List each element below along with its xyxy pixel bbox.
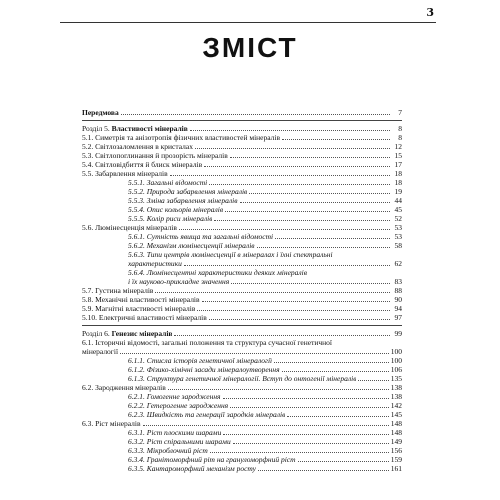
page-number: 3 — [426, 6, 434, 19]
toc-entry-label — [82, 347, 118, 356]
chapter-prefix: Розділ 5. — [82, 124, 112, 133]
toc-entry — [82, 286, 402, 295]
toc-page-number: 90 — [394, 295, 402, 304]
header-rule — [60, 22, 436, 23]
toc-entry-label — [128, 259, 182, 268]
section-divider — [82, 325, 402, 326]
toc-dot-leader — [120, 353, 389, 354]
toc-entry-text: 5.5.4. Опис кольорів мінералів — [128, 205, 224, 214]
toc-entry — [82, 277, 402, 286]
toc-dot-leader — [258, 470, 389, 471]
toc-dot-leader — [209, 319, 390, 320]
toc-entry-label — [82, 313, 207, 322]
toc-entry-label — [128, 464, 256, 473]
toc-page-number: 17 — [394, 160, 402, 169]
page-title: ЗМІСТ — [202, 32, 298, 63]
toc-dot-leader — [204, 166, 390, 167]
toc-entry — [82, 160, 402, 169]
toc-page-number: 53 — [394, 223, 402, 232]
toc-entry-text: Передмова — [82, 108, 119, 117]
toc-dot-leader — [202, 301, 390, 302]
toc-page-number: 145 — [390, 410, 402, 419]
toc-entry — [82, 437, 402, 446]
toc-entry-label — [128, 437, 231, 446]
toc-page-number: 159 — [390, 455, 402, 464]
toc-entry-label — [128, 356, 272, 365]
toc-page-number: 19 — [394, 187, 402, 196]
toc-entry-label — [128, 410, 285, 419]
toc-entry-first-line: 5.6.3. Типи центрів люмінесценції в мінералах і їхні спектральні — [128, 250, 333, 259]
toc-page-number: 88 — [394, 286, 402, 295]
toc-entry-text: 6.2.3. Швидкість та генерації зародків мінералів — [128, 410, 286, 419]
toc-entry — [82, 365, 402, 374]
toc-entry-text: 6.1.3. Структура генетичної мінералогії. Вступ до онтогенії мінералів — [128, 374, 357, 383]
toc-page-number: 106 — [390, 365, 402, 374]
toc-entry-label — [82, 286, 153, 295]
toc-entry — [82, 419, 402, 428]
toc-dot-leader — [195, 148, 390, 149]
toc-entry — [82, 108, 402, 117]
toc-entry-text: 5.10. Електричні властивості мінералів — [82, 313, 207, 322]
toc-entry — [82, 464, 402, 473]
toc-entry-label — [128, 277, 229, 286]
toc-entry — [82, 329, 402, 338]
toc-page-number: 100 — [390, 347, 402, 356]
toc-dot-leader — [209, 184, 390, 185]
toc-entry-label — [128, 178, 207, 187]
toc-entry — [82, 241, 402, 250]
toc-entry — [82, 214, 402, 223]
toc-dot-leader — [210, 452, 389, 453]
toc-dot-leader — [231, 283, 390, 284]
toc-dot-leader — [240, 202, 390, 203]
toc-entry-text: 5.5.1. Загальні відомості — [128, 178, 208, 187]
toc-entry-label — [128, 455, 296, 464]
toc-entry-text: 5.9. Магнітні властивості мінералів — [82, 304, 196, 313]
toc-entry-text: 6.1.2. Фізико-хімічні засади мінералоутворення — [128, 365, 280, 374]
toc-entry-text: 6.2.1. Гомогенне зародження — [128, 392, 221, 401]
toc-entry-label — [128, 241, 255, 250]
toc-dot-leader — [190, 130, 390, 131]
toc-page-number: 18 — [394, 178, 402, 187]
toc-entry-text: 5.5.5. Колір риси мінералів — [128, 214, 213, 223]
toc-page-number: 12 — [394, 142, 402, 151]
toc-entry-label — [82, 419, 141, 428]
toc-entry — [82, 455, 402, 464]
toc-entry — [82, 313, 402, 322]
toc-entry-label — [82, 124, 188, 133]
toc-entry-text: 6.3.4. Гранітоморфний ріт на грануломорфний ріст — [128, 455, 296, 464]
toc-page-number: 97 — [394, 313, 402, 322]
toc-entry — [82, 295, 402, 304]
toc-dot-leader — [174, 335, 390, 336]
toc-entry-text: 6.1.1. Стисла історія генетичної мінералогії — [128, 356, 273, 365]
toc-dot-leader — [184, 265, 390, 266]
toc-page-number: 7 — [398, 108, 402, 117]
toc-dot-leader — [287, 416, 388, 417]
toc-entry-label — [128, 392, 221, 401]
toc-dot-leader — [275, 238, 390, 239]
toc-entry — [82, 169, 402, 178]
toc-page-number: 62 — [394, 259, 402, 268]
toc-entry-text: 5.6.1. Сутність явища та загальні відомості — [128, 232, 274, 241]
toc-dot-leader — [223, 434, 388, 435]
toc-dot-leader — [257, 247, 390, 248]
toc-entry — [82, 410, 402, 419]
toc-entry-text: 5.8. Механічні властивості мінералів — [82, 295, 200, 304]
toc-entry — [82, 223, 402, 232]
toc-entry-text: 6.2. Зародження мінералів — [82, 383, 166, 392]
toc-entry-label — [128, 428, 221, 437]
toc-page-number: 148 — [390, 419, 402, 428]
toc-entry — [82, 259, 402, 268]
toc-entry-text: 5.7. Густина мінералів — [82, 286, 154, 295]
toc-entry-label — [128, 196, 238, 205]
toc-entry-text: 6.3.5. Кантароморфний механізм росту — [128, 464, 256, 473]
toc-dot-leader — [358, 380, 388, 381]
toc-entry-label — [82, 108, 119, 117]
toc-page-number: 138 — [390, 383, 402, 392]
toc-entry-text: і їх науково-прикладне значення — [128, 277, 230, 286]
toc-page-number: 8 — [398, 124, 402, 133]
toc-page-number: 100 — [390, 356, 402, 365]
toc-entry — [82, 374, 402, 383]
section-divider — [82, 120, 402, 121]
toc-page-number: 45 — [394, 205, 402, 214]
toc-page-number: 149 — [390, 437, 402, 446]
toc-entry — [82, 133, 402, 142]
toc-entry-label — [128, 214, 212, 223]
toc-page-number: 8 — [398, 133, 402, 142]
toc-entry-label — [82, 329, 172, 338]
toc-page-number: 161 — [390, 464, 402, 473]
toc-entry — [82, 142, 402, 151]
toc-entry-text: 6.3.2. Ріст спіральними шарами — [128, 437, 231, 446]
toc-entry-text: 5.4. Світловідбиття й блиск мінералів — [82, 160, 203, 169]
toc-page-number: 135 — [390, 374, 402, 383]
toc-page-number: 138 — [390, 392, 402, 401]
toc-entry — [82, 232, 402, 241]
toc-dot-leader — [230, 157, 390, 158]
toc-entry-text: мінералогії — [82, 347, 119, 356]
toc-entry-label — [128, 365, 280, 374]
chapter-prefix: Розділ 6. — [82, 329, 112, 338]
toc-entry-label — [82, 133, 280, 142]
toc-entry — [82, 205, 402, 214]
toc-page-number: 58 — [394, 241, 402, 250]
toc-entry-label — [128, 205, 223, 214]
toc-entry-text: 5.2. Світлозаломлення в кристалах — [82, 142, 193, 151]
toc-page-number: 142 — [390, 401, 402, 410]
toc-page-number: 99 — [394, 329, 402, 338]
toc-entry-label — [82, 295, 200, 304]
toc-dot-leader — [230, 407, 389, 408]
toc-page-number: 52 — [394, 214, 402, 223]
chapter-title: Генезис мінералів — [111, 329, 173, 338]
toc-dot-leader — [197, 310, 390, 311]
toc-dot-leader — [249, 193, 390, 194]
toc-entry — [82, 124, 402, 133]
toc-dot-leader — [274, 362, 389, 363]
toc-dot-leader — [233, 443, 389, 444]
toc-entry — [82, 178, 402, 187]
toc-entry-text: 5.6. Люмінесценція мінералів — [82, 223, 177, 232]
toc-page-number: 53 — [394, 232, 402, 241]
toc-entry-label — [128, 232, 273, 241]
toc-dot-leader — [179, 229, 390, 230]
toc-entry-label — [82, 169, 168, 178]
chapter-title: Властивості мінералів — [111, 124, 188, 133]
toc-entry — [82, 151, 402, 160]
toc-entry — [82, 383, 402, 392]
toc-dot-leader — [214, 220, 390, 221]
toc-entry-text: 6.3.3. Мікроблочний ріст — [128, 446, 208, 455]
toc-page-number: 148 — [390, 428, 402, 437]
toc-entry-text: 5.6.2. Механізм люмінесценції мінералів — [128, 241, 255, 250]
toc-entry-label — [128, 446, 208, 455]
toc-entry — [82, 392, 402, 401]
toc-dot-leader — [225, 211, 390, 212]
toc-entry — [82, 187, 402, 196]
toc-entry-label — [82, 304, 195, 313]
toc-entry-text: 5.5. Забарвлення мінералів — [82, 169, 168, 178]
toc-entry-label — [82, 151, 228, 160]
toc-dot-leader — [170, 175, 390, 176]
toc-entry-first-line: 5.6.4. Люмінесцентні характеристики деяких мінералів — [128, 268, 308, 277]
toc-entry-label — [82, 223, 177, 232]
toc-entry — [82, 356, 402, 365]
toc-dot-leader — [282, 371, 389, 372]
toc-entry-text: 6.3.1. Ріст плоскими шарами — [128, 428, 222, 437]
table-of-contents — [82, 108, 402, 473]
toc-entry-label — [82, 142, 193, 151]
toc-dot-leader — [298, 461, 389, 462]
toc-entry-text: 5.3. Світлопоглинання й прозорість мінералів — [82, 151, 228, 160]
toc-dot-leader — [282, 139, 390, 140]
toc-entry — [82, 196, 402, 205]
toc-entry-text: 6.3. Ріст мінералів — [82, 419, 141, 428]
toc-entry — [82, 401, 402, 410]
toc-entry-text: характеристики — [128, 259, 182, 268]
toc-dot-leader — [143, 425, 389, 426]
toc-entry-text: 5.1. Симетрія та анізотропія фізичних властивостей мінералів — [82, 133, 281, 142]
toc-page-number: 156 — [390, 446, 402, 455]
toc-entry-label — [82, 383, 166, 392]
toc-entry-label — [128, 401, 228, 410]
toc-dot-leader — [155, 292, 390, 293]
toc-entry-text: 6.2.2. Гетерогенне зародження — [128, 401, 229, 410]
toc-entry-text: 5.5.3. Зміна забарвлення мінералів — [128, 196, 238, 205]
toc-entry-first-line: 6.1. Історичні відомості, загальні положення та структура сучасної генетичної — [82, 338, 332, 347]
toc-entry-text: 5.5.2. Природа забарвлення мінералів — [128, 187, 248, 196]
toc-dot-leader — [223, 398, 389, 399]
toc-page-number: 94 — [394, 304, 402, 313]
toc-entry — [82, 428, 402, 437]
toc-dot-leader — [168, 389, 389, 390]
toc-entry — [82, 347, 402, 356]
toc-page-number: 83 — [394, 277, 402, 286]
toc-page-number: 18 — [394, 169, 402, 178]
toc-entry — [82, 304, 402, 313]
toc-entry-label — [128, 374, 356, 383]
toc-entry-label — [82, 160, 202, 169]
toc-dot-leader — [121, 114, 390, 115]
toc-page-number: 44 — [394, 196, 402, 205]
toc-entry — [82, 446, 402, 455]
toc-entry-label — [128, 187, 247, 196]
toc-page-number: 15 — [394, 151, 402, 160]
